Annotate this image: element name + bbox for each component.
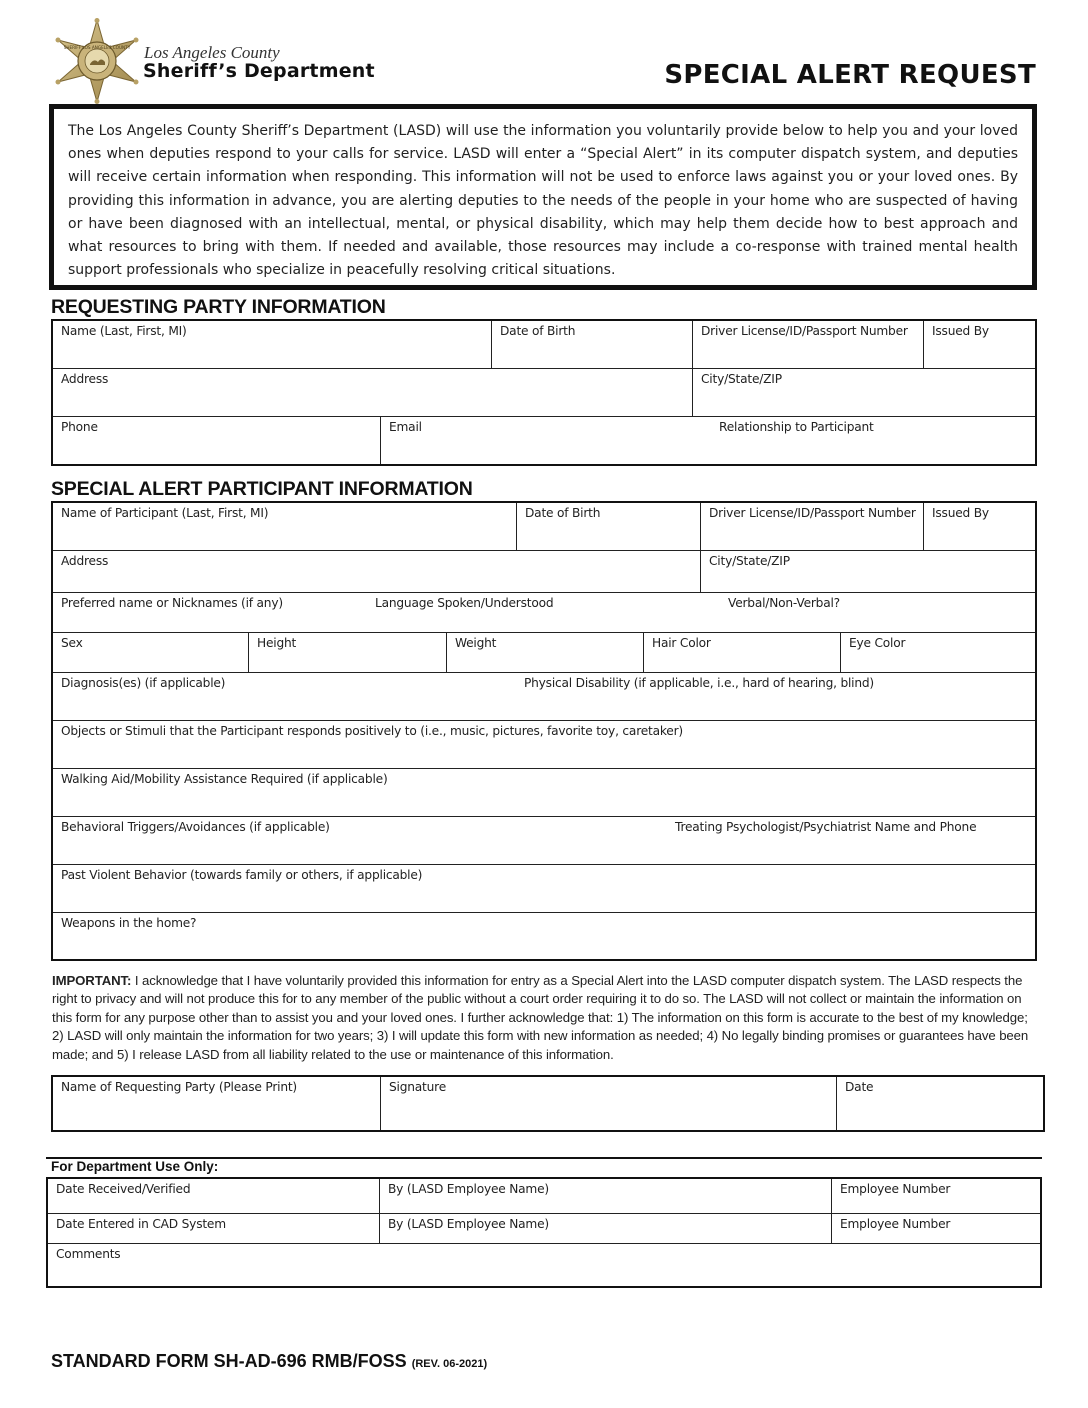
participant-address-field[interactable]: Address [53,551,701,592]
intro-box [49,104,1037,290]
physical-disability-label: Physical Disability (if applicable, i.e., hard of hearing, blind) [524,676,874,690]
org-name-department: Sheriff’s Department [143,60,375,82]
participant-name-field[interactable]: Name of Participant (Last, First, MI) [53,503,517,550]
date-entered-cad-field[interactable]: Date Entered in CAD System [48,1214,380,1243]
participant-preferred-name-field[interactable]: Preferred name or Nicknames (if any) Language Spoken/Understood Verbal/Non-Verbal? [61,596,840,610]
received-by-employee-field[interactable]: By (LASD Employee Name) [380,1179,832,1213]
relationship-label: Relationship to Participant [719,420,874,434]
language-label: Language Spoken/Understood [375,596,554,610]
participant-triggers-field[interactable]: Behavioral Triggers/Avoidances (if applicable) Treating Psychologist/Psychiatrist Name and Phone [61,820,977,834]
requesting-party-title: REQUESTING PARTY INFORMATION [51,296,386,318]
requesting-party-grid [51,319,1037,466]
participant-violent-behavior-field[interactable]: Past Violent Behavior (towards family or others, if applicable) [61,868,423,882]
form-title: SPECIAL ALERT REQUEST [664,60,1036,90]
requesting-dob-field[interactable]: Date of Birth [492,321,693,368]
verbal-label: Verbal/Non-Verbal? [728,596,840,610]
signature-date-field[interactable]: Date [845,1080,874,1094]
participant-hair-color-field[interactable]: Hair Color [644,633,841,672]
requesting-issued-by-field[interactable]: Issued By [932,324,989,338]
participant-weight-field[interactable]: Weight [447,633,644,672]
requesting-license-field[interactable]: Driver License/ID/Passport Number [693,321,924,368]
entered-by-employee-field[interactable]: By (LASD Employee Name) [380,1214,832,1243]
department-use-title: For Department Use Only: [51,1159,219,1174]
intro-text: The Los Angeles County Sheriff’s Department (LASD) will use the information you voluntarily provide below to help you and your loved ones when deputies respond to your calls for service. LASD will enter a “Special Alert” in its computer dispatch system, and deputies will receive certain information when responding. This information will not be used to enforce laws against you or your loved ones. By providing this information in advance, you are alerting deputies to the needs of the people in your home who are suspected of having or have been diagnosed with an intellectual, mental, or physical disability, which may help them decide how to best approach and what resources to bring with them. If needed and available, those resources may include a co-response with trained mental health support professionals who specialize in peacefully resolving critical situations. [68,123,1018,279]
sheriff-star-logo [52,18,142,104]
form-number: STANDARD FORM SH-AD-696 RMB/FOSS (REV. 06-2021) [51,1351,488,1371]
participant-sex-field[interactable]: Sex [53,633,249,672]
important-label: IMPORTANT: [52,973,132,988]
svg-text:SHERIFF LOS ANGELES COUNTY: SHERIFF LOS ANGELES COUNTY [63,45,131,50]
participant-issued-by-field[interactable]: Issued By [932,506,989,520]
comments-field[interactable]: Comments [56,1247,121,1261]
psychologist-label: Treating Psychologist/Psychiatrist Name and Phone [675,820,977,834]
requesting-address-field[interactable]: Address [53,369,693,416]
important-acknowledgement [52,972,1040,1064]
signature-grid [51,1075,1045,1132]
participant-title: SPECIAL ALERT PARTICIPANT INFORMATION [51,478,473,500]
participant-grid [51,501,1037,961]
requesting-name-field[interactable]: Name (Last, First, MI) [53,321,492,368]
requesting-phone-field[interactable]: Phone [53,417,381,464]
participant-dob-field[interactable]: Date of Birth [517,503,701,550]
participant-diagnosis-field[interactable]: Diagnosis(es) (if applicable) Physical Disability (if applicable, i.e., hard of hearing, blind) [61,676,874,690]
date-received-field[interactable]: Date Received/Verified [48,1179,380,1213]
participant-city-field[interactable]: City/State/ZIP [709,554,790,568]
entered-employee-number-field[interactable]: Employee Number [840,1217,951,1231]
requesting-party-print-name-field[interactable]: Name of Requesting Party (Please Print) [53,1077,381,1130]
department-grid [46,1177,1042,1288]
requesting-email-field[interactable]: Email Relationship to Participant [389,420,874,434]
signature-field[interactable]: Signature [381,1077,837,1130]
form-revision: (REV. 06-2021) [411,1358,488,1370]
participant-weapons-field[interactable]: Weapons in the home? [61,916,197,930]
org-name-county: Los Angeles County [144,43,280,62]
received-employee-number-field[interactable]: Employee Number [840,1182,951,1196]
requesting-city-field[interactable]: City/State/ZIP [701,372,782,386]
participant-walking-aid-field[interactable]: Walking Aid/Mobility Assistance Required (if applicable) [61,772,388,786]
participant-eye-color-field[interactable]: Eye Color [849,636,906,650]
important-text: I acknowledge that I have voluntarily provided this information for entry as a Special Alert into the LASD computer dispatch system. The LASD respects the right to privacy and will not produce this for to any member of the public without a court order requiring it to do so. The LASD will not collect or maintain the information on this form for any purpose other than to assist you and your loved ones. I further acknowledge that: 1) The information on this form is accurate to the best of my knowledge; 2) LASD will only maintain the information for two years; 3) I will update this form with new information as needed; 4) No legally binding promises or guarantees have been made; and 5) I release LASD from all liability related to the use or maintenance of this information. [52,973,1029,1062]
participant-height-field[interactable]: Height [249,633,447,672]
participant-license-field[interactable]: Driver License/ID/Passport Number [701,503,924,550]
participant-objects-field[interactable]: Objects or Stimuli that the Participant responds positively to (i.e., music, pictures, favorite toy, caretaker) [61,724,683,738]
